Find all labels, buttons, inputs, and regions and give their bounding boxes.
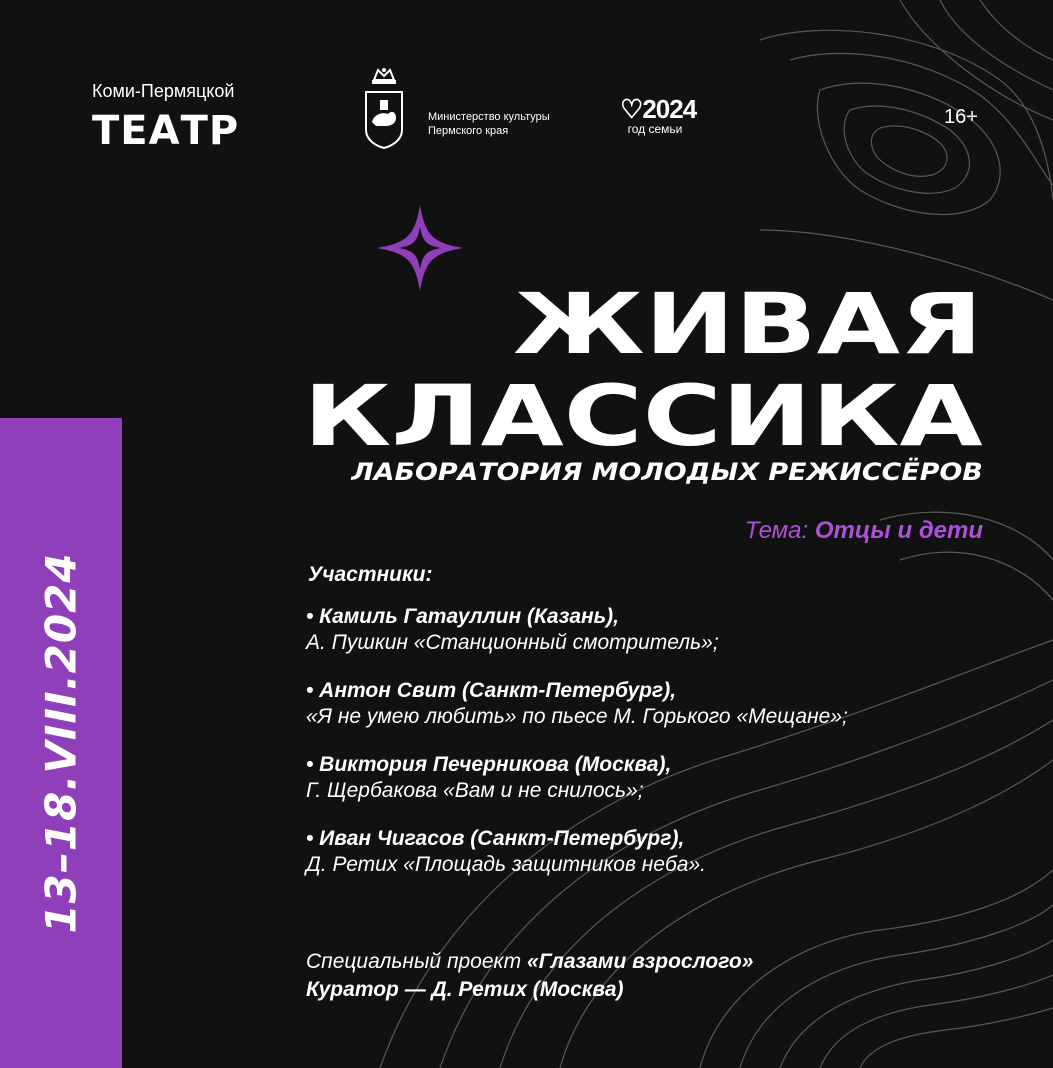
participant-work: Г. Щербакова «Вам и не снилось»;	[306, 779, 644, 802]
theatre-name-main: ТЕАТР	[92, 108, 240, 154]
footer-info	[306, 948, 753, 1004]
participant-name: • Антон Свит (Санкт-Петербург),	[306, 679, 677, 702]
ministry-logo	[360, 66, 550, 150]
theme-label: Тема:	[744, 517, 815, 544]
date-bar	[0, 418, 122, 1068]
curator: Куратор — Д. Ретих (Москва)	[306, 978, 624, 1001]
age-rating: 16+	[944, 106, 978, 128]
main-title	[303, 275, 983, 465]
participants-heading: Участники:	[308, 563, 433, 586]
coat-of-arms-icon	[360, 66, 408, 150]
list-item	[306, 752, 1026, 804]
subtitle: ЛАБОРАТОРИЯ МОЛОДЫХ РЕЖИССЁРОВ	[351, 458, 983, 486]
year-number: 2024	[642, 94, 697, 124]
participant-work: А. Пушкин «Станционный смотритель»;	[306, 631, 719, 654]
special-project-name: «Глазами взрослого»	[527, 950, 754, 973]
participant-name: • Камиль Гатауллин (Казань),	[306, 605, 619, 628]
special-project-label: Специальный проект	[306, 950, 528, 973]
year-main-row	[620, 94, 697, 124]
event-dates: 13–18.VIII.2024	[36, 552, 86, 934]
special-project	[306, 948, 753, 976]
year-of-family-logo	[620, 94, 697, 136]
list-item	[306, 826, 1026, 878]
ministry-line2: Пермского края	[428, 125, 509, 137]
year-caption: год семьи	[627, 122, 683, 136]
participant-work: «Я не умею любить» по пьесе М. Горького «Мещане»;	[306, 705, 848, 728]
participant-name: • Виктория Печерникова (Москва),	[306, 753, 672, 776]
title-line1: ЖИВАЯ	[513, 275, 983, 373]
heart-icon: ♡	[620, 94, 643, 124]
theme	[745, 517, 983, 545]
list-item	[306, 678, 1026, 730]
ministry-text	[428, 110, 550, 138]
participants-list	[306, 562, 1026, 900]
title-line2: КЛАССИКА	[303, 367, 983, 465]
list-item	[306, 604, 1026, 656]
theme-value: Отцы и дети	[814, 517, 983, 544]
theatre-name-top: Коми-Пермяцкой	[92, 81, 235, 101]
theatre-logo	[92, 80, 239, 152]
ministry-line1: Министерство культуры	[428, 111, 550, 123]
participant-name: • Иван Чигасов (Санкт-Петербург),	[306, 827, 685, 850]
participant-work: Д. Ретих «Площадь защитников неба».	[306, 853, 706, 876]
